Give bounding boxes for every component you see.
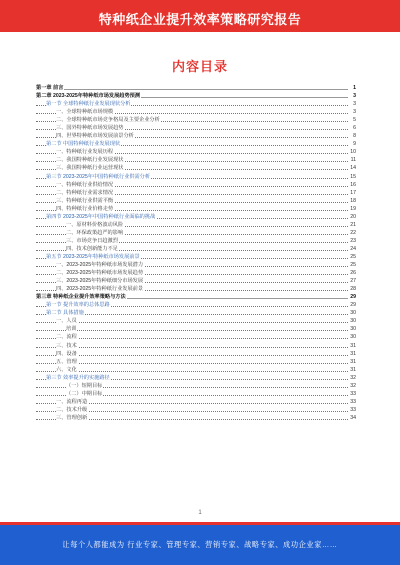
toc-entry-label: 二、我国特种纸行业发展现状 (56, 157, 124, 164)
toc-entry[interactable] (36, 293, 356, 301)
toc-entry-page: 25 (348, 261, 356, 269)
toc-entry-label: 一、流程再造 (56, 398, 88, 405)
toc-entry-label: 第二节 中国特种纸行业发展现状 (46, 141, 121, 148)
toc-leader-dots (36, 322, 348, 323)
toc-entry-label: 三、市场竞争日趋激烈 (66, 237, 118, 244)
toc-entry-page: 32 (348, 374, 356, 382)
toc-entry-page: 15 (348, 173, 356, 181)
toc-entry-page: 6 (348, 124, 356, 132)
toc-entry[interactable] (36, 317, 356, 325)
toc-entry[interactable] (36, 173, 356, 181)
toc-entry[interactable] (36, 406, 356, 414)
page-number: 1 (198, 510, 202, 516)
toc-entry[interactable] (36, 374, 356, 382)
toc-entry[interactable] (36, 333, 356, 341)
toc-entry[interactable] (36, 366, 356, 374)
toc-entry-label: 三、技术 (56, 342, 77, 349)
toc-entry[interactable] (36, 156, 356, 164)
report-title: 特种纸企业提升效率策略研究报告 (98, 12, 302, 27)
toc-entry-label: 一、全球特种纸市场规模 (56, 109, 114, 116)
toc-entry-page: 3 (348, 92, 356, 100)
toc-entry[interactable] (36, 124, 356, 132)
toc-heading: 内容目录 (171, 59, 228, 74)
toc-entry-page: 11 (348, 156, 356, 164)
toc-entry-page: 27 (348, 277, 356, 285)
toc-entry-label: 二、技术升级 (56, 406, 88, 413)
toc-entry[interactable] (36, 301, 356, 309)
toc-entry-label: 三、我国特种纸行业运营现状 (56, 165, 124, 172)
toc-entry-page: 31 (348, 358, 356, 366)
toc-entry-page: 16 (348, 181, 356, 189)
toc-entry-label: 三、国外特种纸市场发展趋势 (56, 125, 124, 132)
toc-entry[interactable] (36, 382, 356, 390)
toc-entry-label: 第二章 2023-2025年特种纸市场发展趋势预测 (36, 93, 141, 100)
toc-entry-label: 二、特种纸行业需求情况 (56, 189, 114, 196)
toc-entry-label: 四、设备 (56, 350, 77, 357)
toc-leader-dots (36, 363, 348, 364)
toc-entry-label: 二、环保政策趋严的影响 (66, 229, 124, 236)
toc-entry[interactable] (36, 213, 356, 221)
toc-entry-label: 五、管理 (56, 358, 77, 365)
toc-entry-page: 31 (348, 366, 356, 374)
toc-entry-label: 三、管理创新 (56, 414, 88, 421)
toc-entry-page: 34 (348, 414, 356, 422)
toc-entry-page: 24 (348, 245, 356, 253)
toc-entry[interactable] (36, 92, 356, 100)
toc-entry-page: 17 (348, 189, 356, 197)
toc-entry-label: 一、特种纸行业供给情况 (56, 181, 114, 188)
toc-entry-label: 第四节 2023-2025年中国特种纸行业面临的挑战 (46, 213, 156, 220)
toc-entry[interactable] (36, 229, 356, 237)
toc-entry-page: 23 (348, 237, 356, 245)
toc-entry-label: 三、特种纸行业供需平衡 (56, 197, 114, 204)
toc-entry[interactable] (36, 309, 356, 317)
toc-entry[interactable] (36, 390, 356, 398)
toc-entry[interactable] (36, 140, 356, 148)
toc-entry-page: 31 (348, 342, 356, 350)
toc-entry-page: 22 (348, 229, 356, 237)
toc-entry[interactable] (36, 253, 356, 261)
toc-leader-dots (36, 347, 348, 348)
toc-entry[interactable] (36, 398, 356, 406)
toc-entry[interactable] (36, 197, 356, 205)
toc-leader-dots (36, 355, 348, 356)
toc-entry-label: 一、特种纸行业发展历程 (56, 149, 114, 156)
toc-entry-page: 3 (348, 100, 356, 108)
toc-entry-label: 二、2023-2025年特种纸市场发展趋势 (56, 270, 144, 277)
toc-entry[interactable] (36, 132, 356, 140)
toc-leader-dots (36, 338, 348, 339)
toc-entry-page: 1 (348, 84, 356, 92)
toc-entry[interactable] (36, 116, 356, 124)
toc-entry-label: 四、技术创新能力不足 (66, 245, 118, 252)
toc-entry-label: 一、原材料价格波动风险 (66, 221, 124, 228)
report-header (0, 0, 400, 32)
toc-entry[interactable] (36, 269, 356, 277)
toc-entry[interactable] (36, 277, 356, 285)
toc-entry-page: 9 (348, 140, 356, 148)
toc-entry-label: （一）短期目标 (66, 382, 103, 389)
toc-entry-label: 四、特种纸行业价格走势 (56, 205, 114, 212)
toc-entry-page: 3 (348, 108, 356, 116)
toc-entry-label: 四、世界特种纸市场发展前景分析 (56, 133, 134, 140)
toc-entry[interactable] (36, 84, 356, 92)
footer-accent-bar (0, 522, 400, 525)
toc-entry-label: 三、2023-2025年特种纸细分市场发展 (56, 278, 144, 285)
toc-entry-page: 30 (348, 333, 356, 341)
toc-entry[interactable] (36, 261, 356, 269)
toc-entry-page: 33 (348, 390, 356, 398)
toc-entry[interactable] (36, 358, 356, 366)
toc-entry-page: 10 (348, 148, 356, 156)
toc-entry[interactable] (36, 181, 356, 189)
toc-entry-page: 14 (348, 164, 356, 172)
toc-entry[interactable] (36, 350, 356, 358)
toc-entry[interactable] (36, 205, 356, 213)
toc-entry[interactable] (36, 285, 356, 293)
toc-entry-label: （二）中期目标 (66, 390, 103, 397)
toc-entry[interactable] (36, 245, 356, 253)
toc-entry-page: 21 (348, 221, 356, 229)
toc-entry[interactable] (36, 189, 356, 197)
footer-banner (0, 522, 400, 565)
toc-entry-page: 29 (348, 301, 356, 309)
toc-leader-dots (36, 330, 348, 331)
toc-entry-label: 一、2023-2025年特种纸市场发展潜力 (56, 262, 144, 269)
toc-entry-page: 28 (348, 285, 356, 293)
toc-entry-label: 第五节 2023-2025年特种纸市场发展前景 (46, 253, 140, 260)
toc-entry-label: 二、全球特种纸市场竞争格局及主要企业分析 (56, 117, 160, 124)
toc-entry-page: 31 (348, 350, 356, 358)
toc-entry-label: 第二节 具体措施 (46, 310, 84, 317)
toc-entry-label: 第三章 特种纸企业提升效率策略与方法 (36, 294, 126, 301)
toc-entry-page: 33 (348, 406, 356, 414)
toc-entry-page: 30 (348, 309, 356, 317)
toc-entry-label: 第一节 提升效率的总体思路 (46, 302, 110, 309)
toc-entry-page: 25 (348, 253, 356, 261)
toc-entry-label: 六、文化 (56, 366, 77, 373)
toc-entry[interactable] (36, 100, 356, 108)
toc-entry-page: 26 (348, 269, 356, 277)
toc-entry[interactable] (36, 325, 356, 333)
toc-entry[interactable] (36, 221, 356, 229)
table-of-contents (36, 84, 356, 422)
toc-entry-label: 第三节 2023-2025年中国特种纸行业供需分析 (46, 173, 151, 180)
toc-leader-dots (36, 371, 348, 372)
toc-entry-label: 第一章 前言 (36, 85, 64, 91)
toc-entry-label: 二、流程 (56, 334, 77, 341)
toc-entry[interactable] (36, 237, 356, 245)
toc-entry-page: 5 (348, 116, 356, 124)
toc-entry[interactable] (36, 342, 356, 350)
toc-entry[interactable] (36, 414, 356, 422)
toc-entry-page: 19 (348, 205, 356, 213)
toc-entry-label: 第一节 全球特种纸行业发展现状分析 (46, 101, 131, 108)
toc-entry-page: 29 (348, 293, 356, 301)
toc-entry-label: 一、人员 (56, 318, 77, 325)
toc-entry-page: 30 (348, 325, 356, 333)
footer-slogan: 让每个人都能成为 行业专家、管理专家、营销专家、战略专家、成功企业家…… (62, 540, 338, 549)
toc-entry-label: 第三节 效率提升的实施路径 (46, 374, 110, 381)
toc-entry-page: 8 (348, 132, 356, 140)
toc-entry[interactable] (36, 108, 356, 116)
toc-entry-page: 33 (348, 398, 356, 406)
toc-entry-page: 18 (348, 197, 356, 205)
toc-entry-page: 32 (348, 382, 356, 390)
toc-entry-label: 四、2023-2025年特种纸行业发展前景 (56, 286, 144, 293)
toc-entry[interactable] (36, 148, 356, 156)
toc-entry-page: 30 (348, 317, 356, 325)
toc-leader-dots (36, 89, 348, 90)
toc-entry-label: 培训 (66, 326, 77, 333)
toc-entry-page: 20 (348, 213, 356, 221)
toc-entry[interactable] (36, 164, 356, 172)
